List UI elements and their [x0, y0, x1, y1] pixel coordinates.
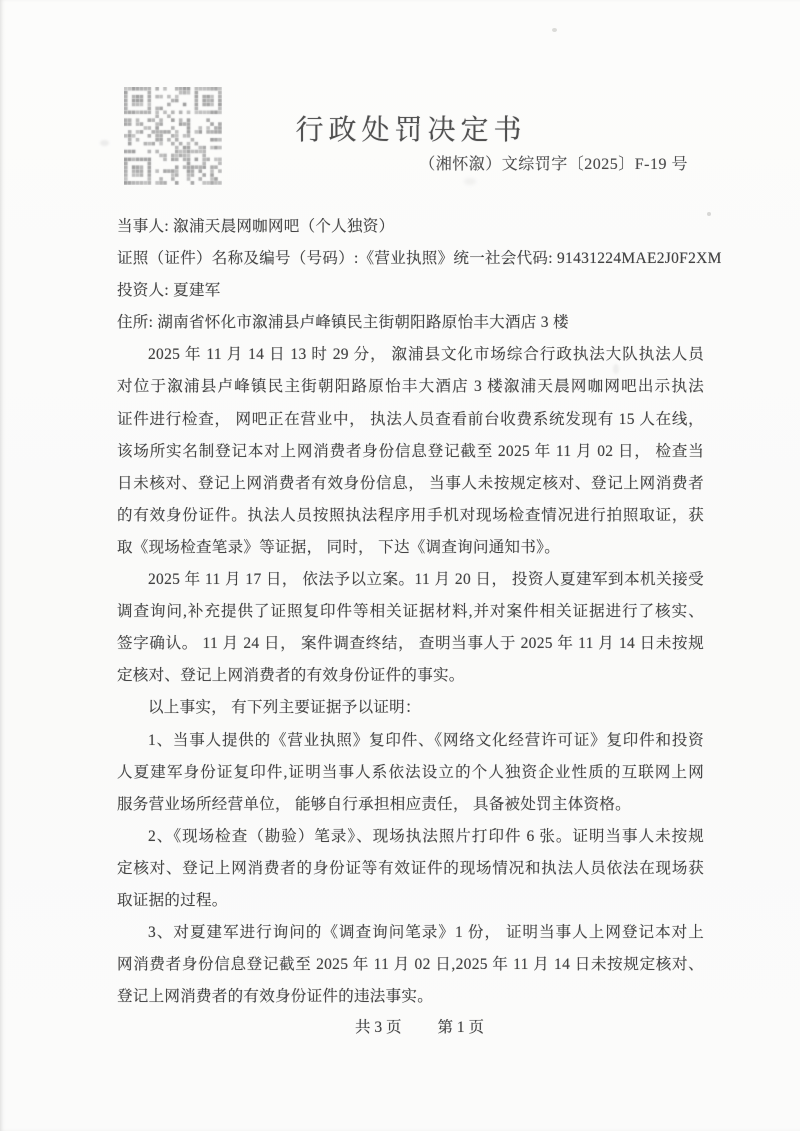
document-body: [117, 211, 722, 1013]
body-line: 定核对、登记上网消费者的有效身份证件的事实。: [117, 667, 465, 685]
body-line: 服务营业场所经营单位， 能够自行承担相应责任， 具备被处罚主体资格。: [117, 795, 631, 813]
body-line: 2025 年 11 月 17 日， 依法予以立案。11 月 20 日， 投资人夏建军到本机关接受: [148, 571, 704, 589]
body-line: 登记上网消费者的有效身份证件的违法事实。: [117, 988, 434, 1006]
body-line: 对位于溆浦县卢峰镇民主街朝阳路原怡丰大酒店 3 楼溆浦天晨网咖网吧出示执法: [117, 378, 704, 396]
scan-smudge: [100, 140, 109, 146]
body-line: 网消费者身份信息登记截至 2025 年 11 月 02 日,2025 年 11 月 14 日未按规定核对、: [117, 956, 704, 974]
body-line: 签字确认。 11 月 24 日， 案件调查终结， 查明当事人于 2025 年 11 月 14 日未按规: [117, 635, 704, 653]
document-title: 行政处罚决定书: [295, 115, 527, 146]
body-line: 取证据的过程。: [117, 891, 228, 909]
body-line: 以上事实， 有下列主要证据予以证明：: [148, 699, 421, 717]
body-line: 2、《现场检查（勘验）笔录》、现场执法照片打印件 6 张。证明当事人未按规: [148, 827, 704, 845]
document-number: （湘怀溆）文综罚字〔2025〕F-19 号: [419, 156, 688, 173]
footer-total-pages: 共 3 页: [354, 1019, 402, 1036]
body-line: 取《现场检查笔录》等证据， 同时， 下达《调查询问通知书》。: [117, 538, 561, 556]
scan-speck: [552, 28, 557, 32]
body-line: 人夏建军身份证复印件,证明当事人系依法设立的个人独资企业性质的互联网上网: [117, 763, 704, 781]
body-line: 3、对夏建军进行询问的《调查询问笔录》1 份， 证明当事人上网登记本对上: [148, 924, 704, 942]
body-line: 该场所实名制登记本对上网消费者身份信息登记截至 2025 年 11 月 02 日， 检查当: [117, 442, 704, 460]
party-info-line: 住所: 湖南省怀化市溆浦县卢峰镇民主街朝阳路原怡丰大酒店 3 楼: [117, 314, 569, 332]
body-line: 1、当事人提供的《营业执照》复印件、《网络文化经营许可证》复印件和投资: [148, 731, 704, 749]
body-line: 定核对、登记上网消费者的身份证等有效证件的现场情况和执法人员依法在现场获: [117, 859, 704, 877]
body-line: 证件进行检查， 网吧正在营业中， 执法人员查看前台收费系统发现有 15 人在线，: [117, 410, 704, 428]
body-line: 的有效身份证件。执法人员按照执法程序用手机对现场检查情况进行拍照取证，获: [117, 506, 704, 524]
party-info-line: 当事人: 溆浦天晨网咖网吧（个人独资）: [117, 218, 395, 235]
scan-speck: [707, 212, 711, 216]
party-info-line: 投资人: 夏建军: [117, 282, 221, 300]
footer-current-page: 第 1 页: [437, 1019, 485, 1036]
party-info-line: 证照（证件）名称及编号（号码）:《营业执照》统一社会代码: 91431224MAE2J0F2XM: [117, 250, 722, 268]
scan-smudge: [464, 178, 476, 185]
scan-smudge: [613, 364, 619, 374]
body-line: 2025 年 11 月 14 日 13 时 29 分， 溆浦县文化市场综合行政执法大队执法人员: [148, 346, 704, 364]
body-line: 日未核对、登记上网消费者有效身份信息， 当事人未按规定核对、登记上网消费者: [117, 474, 704, 492]
page-footer: [117, 1012, 704, 1044]
body-line: 调查询问,补充提供了证照复印件等相关证据材料,并对案件相关证据进行了核实、: [117, 603, 704, 621]
